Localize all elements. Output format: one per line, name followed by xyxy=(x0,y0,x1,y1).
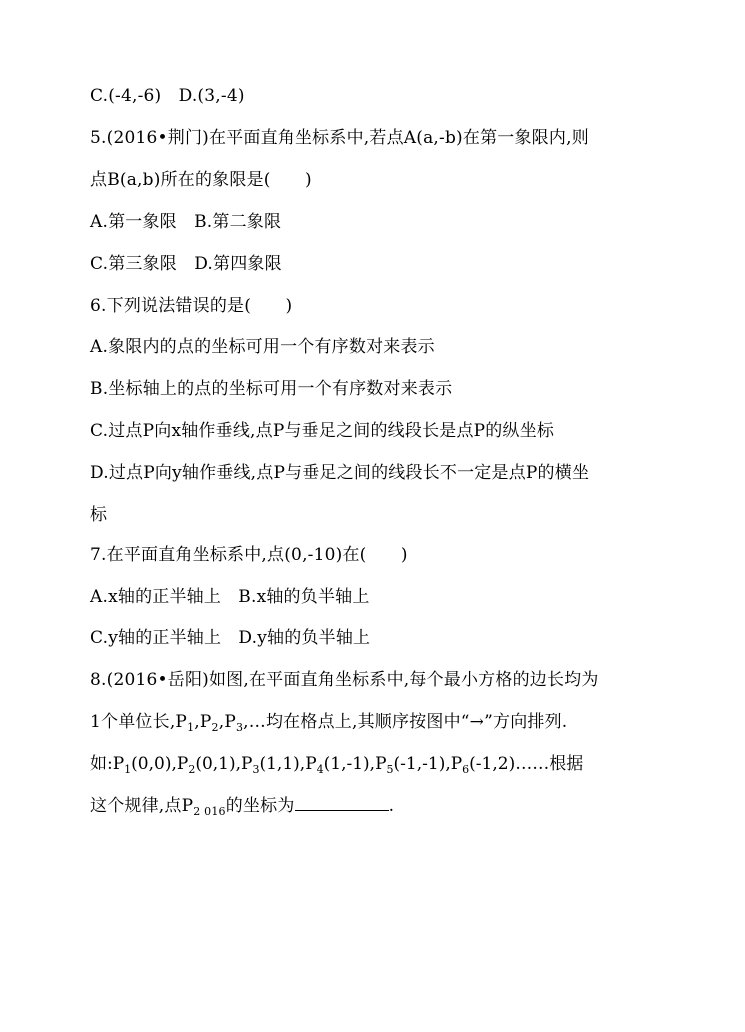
q6-option-d-line2: 标 xyxy=(90,505,108,525)
q8-l3-sub-1: 1 xyxy=(124,763,132,776)
q5-stem-line1: 5.(2016•荆门)在平面直角坐标系中,若点A(a,-b)在第一象限内,则 xyxy=(90,128,589,148)
q8-l3-text-c: (0,1),P xyxy=(195,754,253,774)
q7-stem: 7.在平面直角坐标系中,点(0,-10)在( ) xyxy=(90,545,408,565)
q8-l2-sub-2: 2 xyxy=(211,721,219,734)
q7-options-ab: A.x轴的正半轴上 B.x轴的负半轴上 xyxy=(90,587,370,607)
q8-l2-text-d: ,…均在格点上,其顺序按图中“→”方向排列. xyxy=(243,712,568,732)
q8-l3-text-g: (-1,2)……根据 xyxy=(469,754,584,774)
q8-l3-text-b: (0,0),P xyxy=(131,754,189,774)
q6-stem: 6.下列说法错误的是( ) xyxy=(90,296,293,316)
q8-l2-text-a: 1个单位长,P xyxy=(90,712,188,732)
q8-l3-sub-6: 6 xyxy=(462,763,470,776)
q8-l2-text-b: ,P xyxy=(194,712,212,732)
q8-l3-text-a: 如:P xyxy=(90,754,125,774)
q6-option-b: B.坐标轴上的点的坐标可用一个有序数对来表示 xyxy=(90,379,453,399)
q8-l4-text-b: 的坐标为 xyxy=(225,796,295,816)
q8-stem-line4 xyxy=(90,796,394,816)
q5-options-ab: A.第一象限 B.第二象限 xyxy=(90,212,282,232)
q8-l3-text-e: (1,-1),P xyxy=(323,754,387,774)
answer-blank[interactable] xyxy=(295,796,389,811)
q8-l2-sub-3: 3 xyxy=(235,721,244,734)
q8-l2-text-c: ,P xyxy=(218,712,236,732)
q8-l3-text-d: (1,1),P xyxy=(259,754,317,774)
q8-stem-line2 xyxy=(90,712,567,732)
q8-l3-text-f: (-1,-1),P xyxy=(393,754,463,774)
q8-stem-line1: 8.(2016•岳阳)如图,在平面直角坐标系中,每个最小方格的边长均为 xyxy=(90,670,599,690)
q4-options-cd: C.(-4,-6) D.(3,-4) xyxy=(90,86,245,106)
q5-options-cd: C.第三象限 D.第四象限 xyxy=(90,254,282,274)
q8-l3-sub-4: 4 xyxy=(316,763,324,776)
q8-l4-end: . xyxy=(388,796,395,816)
q8-l3-sub-5: 5 xyxy=(386,763,394,776)
q6-option-a: A.象限内的点的坐标可用一个有序数对来表示 xyxy=(90,337,435,357)
q6-option-c: C.过点P向x轴作垂线,点P与垂足之间的线段长是点P的纵坐标 xyxy=(90,421,555,441)
q5-stem-line2: 点B(a,b)所在的象限是( ) xyxy=(90,170,312,190)
q8-l2-sub-1: 1 xyxy=(187,721,195,734)
q7-options-cd: C.y轴的正半轴上 D.y轴的负半轴上 xyxy=(90,628,371,648)
q8-l3-sub-3: 3 xyxy=(252,763,260,776)
q6-option-d-line1: D.过点P向y轴作垂线,点P与垂足之间的线段长不一定是点P的横坐 xyxy=(90,463,590,483)
q8-l3-sub-2: 2 xyxy=(188,763,196,776)
q8-stem-line3 xyxy=(90,754,583,774)
q8-l4-sub: 2 016 xyxy=(193,805,226,818)
q8-l4-text-a: 这个规律,点P xyxy=(90,796,194,816)
